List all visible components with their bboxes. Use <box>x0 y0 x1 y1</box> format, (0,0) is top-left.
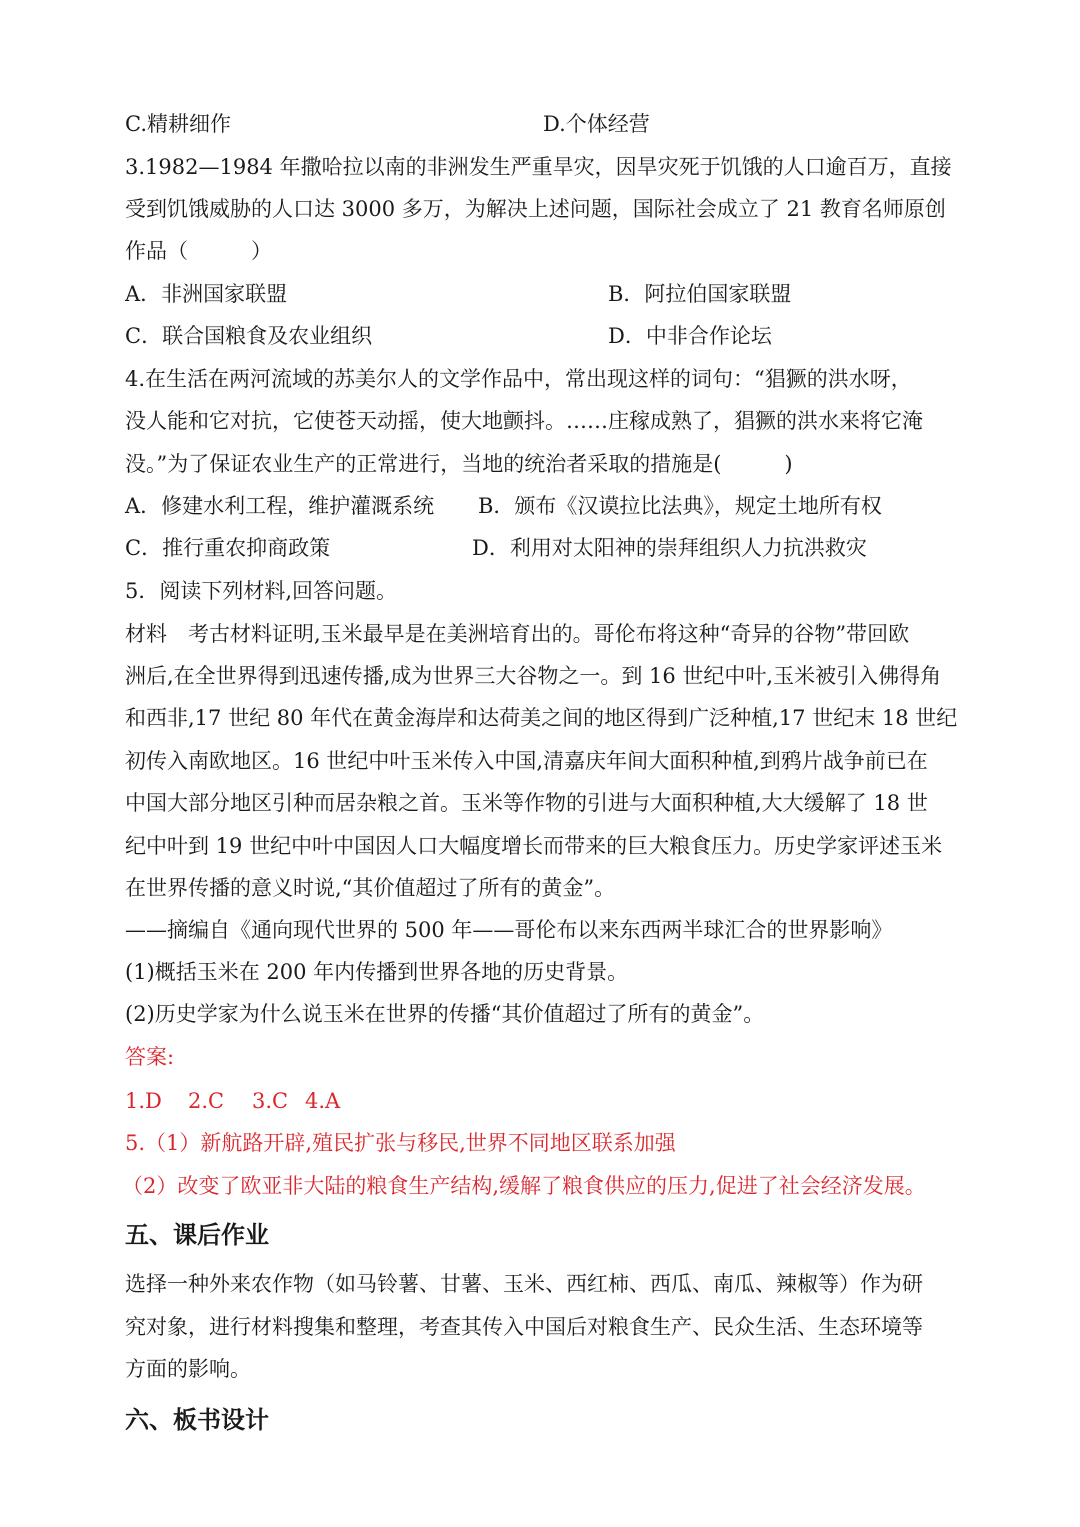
answer-choice: 3.C <box>252 1089 289 1113</box>
homework-body-line: 究对象，进行材料搜集和整理，考查其传入中国后对粮食生产、民众生活、生态环境等 <box>125 1315 923 1339</box>
q5-material-line: 材料 考古材料证明,玉米最早是在美洲培育出的。哥伦布将这种“奇异的谷物”带回欧 <box>125 622 910 646</box>
q4-stem-line: 没人能和它对抗，它使苍天动摇，使大地颤抖。……庄稼成熟了，猖獗的洪水来将它淹 <box>125 409 923 433</box>
q5-material-line: 中国大部分地区引种而居杂粮之首。玉米等作物的引进与大面积种植,大大缓解了 18 世 <box>125 791 928 815</box>
answer-choice: 4.A <box>305 1089 341 1113</box>
q4-stem-line: 没。”为了保证农业生产的正常进行，当地的统治者采取的措施是( ) <box>125 452 793 476</box>
q3-option-a: A．非洲国家联盟 <box>125 282 288 306</box>
answer-5-part-2: （2）改变了欧亚非大陆的粮食生产结构,缓解了粮食供应的压力,促进了社会经济发展。 <box>122 1174 926 1198</box>
q4-stem-line: 4.在生活在两河流域的苏美尔人的文学作品中，常出现这样的词句：“猖獗的洪水呀， <box>125 367 912 391</box>
q2-option-c: C.精耕细作 <box>125 112 231 136</box>
answer-5-part-1: 5.（1）新航路开辟,殖民扩张与移民,世界不同地区联系加强 <box>125 1131 676 1155</box>
homework-body-line: 选择一种外来农作物（如马铃薯、甘薯、玉米、西红柿、西瓜、南瓜、辣椒等）作为研 <box>125 1272 923 1296</box>
q5-subquestion-2: (2)历史学家为什么说玉米在世界的传播“其价值超过了所有的黄金”。 <box>125 1002 765 1026</box>
q4-option-a: A．修建水利工程，维护灌溉系统 <box>125 494 435 518</box>
q3-option-b: B．阿拉伯国家联盟 <box>608 282 792 306</box>
q5-material-line: 洲后,在全世界得到迅速传播,成为世界三大谷物之一。到 16 世纪中叶,玉米被引入佛得角 <box>125 664 942 688</box>
answer-choice: 1.D <box>125 1089 162 1113</box>
q5-material-line: 和西非,17 世纪 80 年代在黄金海岸和达荷美之间的地区得到广泛种植,17 世纪末 18 世纪 <box>125 706 958 730</box>
q5-subquestion-1: (1)概括玉米在 200 年内传播到世界各地的历史背景。 <box>125 960 629 984</box>
q2-option-d: D.个体经营 <box>543 112 650 136</box>
answer-choice: 2.C <box>188 1089 225 1113</box>
q5-source: ——摘编自《通向现代世界的 500 年——哥伦布以来东西两半球汇合的世界影响》 <box>125 918 893 942</box>
q3-option-c: C．联合国粮食及农业组织 <box>125 324 373 348</box>
q5-material-line: 纪中叶到 19 世纪中叶中国因人口大幅度增长而带来的巨大粮食压力。历史学家评述玉米 <box>125 834 943 858</box>
section-homework-title: 五、课后作业 <box>125 1220 269 1249</box>
q3-stem-line: 作品（ ） <box>125 239 272 263</box>
section-board-design-title: 六、板书设计 <box>125 1405 269 1434</box>
q5-material-line: 在世界传播的意义时说,“其价值超过了所有的黄金”。 <box>125 876 616 900</box>
q3-option-d: D．中非合作论坛 <box>608 324 772 348</box>
q3-stem-line: 受到饥饿威胁的人口达 3000 多万，为解决上述问题，国际社会成立了 21 教育名师原创 <box>125 197 946 221</box>
q4-option-b: B．颁布《汉谟拉比法典》，规定土地所有权 <box>478 494 882 518</box>
q5-stem: 5．阅读下列材料,回答问题。 <box>125 579 398 603</box>
answers-label: 答案: <box>125 1045 175 1069</box>
homework-body-line: 方面的影响。 <box>125 1357 251 1381</box>
q4-option-c: C．推行重农抑商政策 <box>125 536 331 560</box>
q5-material-line: 初传入南欧地区。16 世纪中叶玉米传入中国,清嘉庆年间大面积种植,到鸦片战争前已在 <box>125 749 928 773</box>
q4-option-d: D．利用对太阳神的崇拜组织人力抗洪救灾 <box>472 536 867 560</box>
q3-stem-line: 3.1982—1984 年撒哈拉以南的非洲发生严重旱灾，因旱灾死于饥饿的人口逾百万，直接 <box>125 155 952 179</box>
